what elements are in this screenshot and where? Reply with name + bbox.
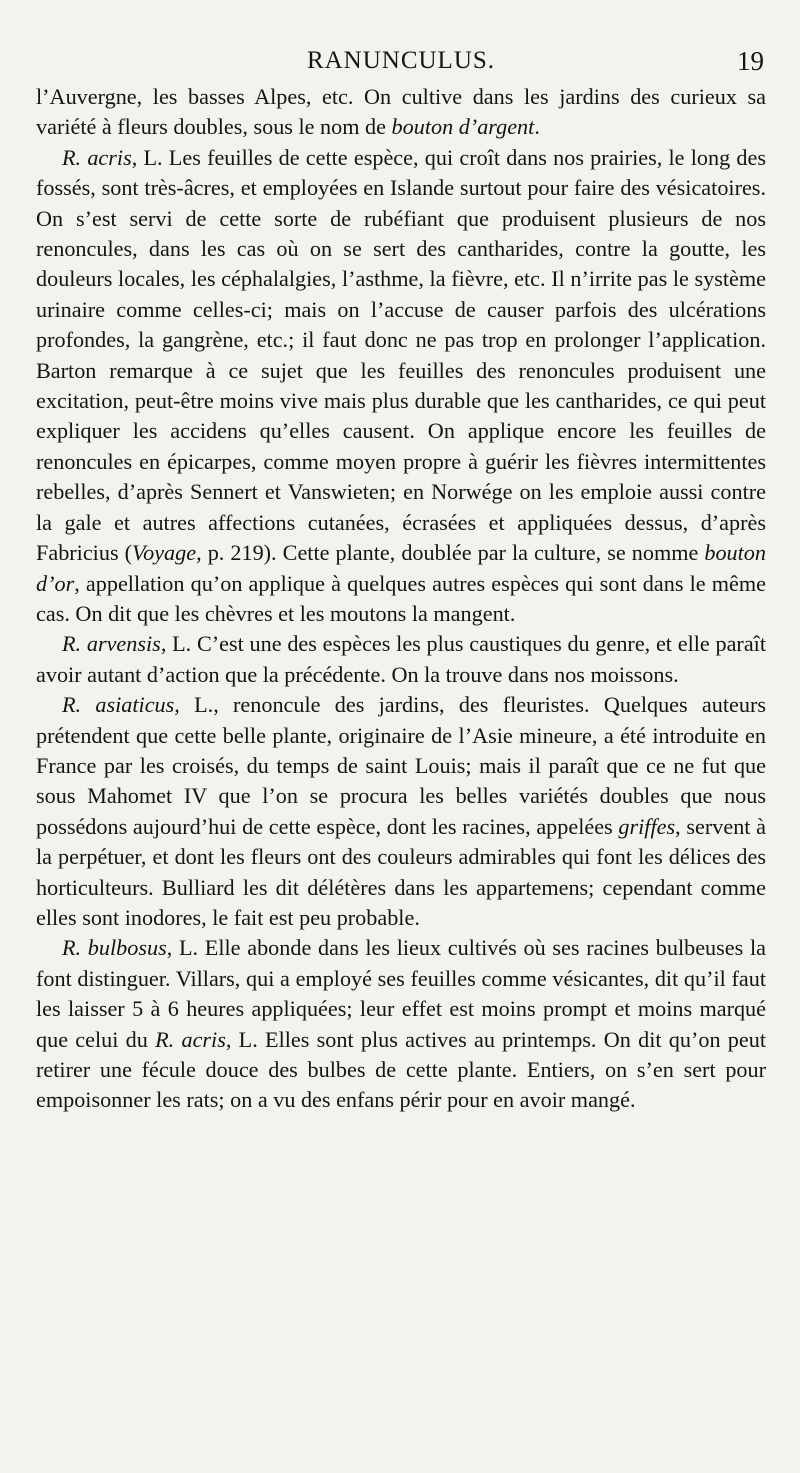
text-run: , L. Elle abonde dans les lieux cultivés où ses racines bulbeuses la font distinguer. Villars, qui a employé ses feuilles comme vésicantes, dit qu’il faut les laisser 5 à 6 heures appliquées; leur effet est moins prompt et moins marqué que celui du [36, 935, 766, 1052]
italic-run: bouton d’or [36, 540, 766, 596]
text-run: , servent à la perpétuer, et dont les fleurs ont des couleurs admirables qui font les délices des horticulteurs. Bulliard les dit délétères dans les appartemens; cependant comme elles sont inodores, le fait est peu probable. [36, 813, 766, 930]
italic-run: griffes [618, 813, 676, 839]
italic-run: Voyage [132, 540, 197, 566]
body-text [36, 82, 766, 1116]
text-run: . [534, 114, 540, 140]
text-run: , appellation qu’on applique à quelques autres espèces qui sont dans le même cas. On dit que les chèvres et les moutons la mangent. [36, 570, 766, 626]
italic-run: R. asiaticus [62, 692, 175, 718]
paragraph [36, 82, 766, 143]
paragraph [36, 629, 766, 690]
italic-run: R. bulbosus [62, 935, 167, 961]
text-run: , L., renoncule des jardins, des fleuristes. Quelques auteurs prétendent que cette belle plante, originaire de l’Asie mineure, a été introduite en France par les croisés, du temps de saint Louis; mais il paraît que ce ne fut que sous Mahomet IV que l’on se procura les belles variétés doubles que nous possédons aujourd’hui de cette espèce, dont les racines, appelées [36, 692, 767, 839]
text-run: , p. 219). Cette plante, doublée par la culture, se nomme [196, 540, 705, 566]
italic-run: bouton d’argent [391, 114, 535, 140]
italic-run: R. acris [62, 144, 132, 170]
italic-run: R. arvensis [62, 631, 161, 657]
paragraph [36, 933, 766, 1115]
page-number: 19 [737, 46, 764, 76]
text-run: , L. C’est une des espèces les plus caustiques du genre, et elle paraît avoir autant d’action que la précédente. On la trouve dans nos moissons. [36, 631, 767, 687]
paragraph [36, 690, 766, 933]
running-head [36, 44, 766, 80]
text-run: , L. Elles sont plus actives au printemps. On dit qu’on peut retirer une fécule douce des bulbes de cette plante. Entiers, on s’en sert pour empoisonner les rats; on a vu des enfans périr pour en avoir mangé. [36, 1026, 766, 1113]
paragraph [36, 143, 766, 630]
text-run: l’Auvergne, les basses Alpes, etc. On cultive dans les jardins des curieux sa variété à fleurs doubles, sous le nom de [36, 84, 766, 140]
running-title: RANUNCULUS. [306, 47, 496, 74]
text-run: , L. Les feuilles de cette espèce, qui croît dans nos prairies, le long des fossés, sont très-âcres, et employées en Islande surtout pour faire des vésicatoires. On s’est servi de cette sorte de rubéfiant que produisent plusieurs de nos renoncules, dans les cas où on se sert des cantharides, contre la goutte, les douleurs locales, les céphalalgies, l’asthme, la fièvre, etc. Il n’irrite pas le système urinaire comme celles-ci; mais on l’accuse de causer parfois des ulcérations profondes, la gangrène, etc.; il faut donc ne pas trop en prolonger l’application. Barton remarque à ce sujet que les feuilles des renoncules produisent une excitation, peut-être moins vive mais plus durable que les cantharides, ce qui peut expliquer les accidens qu’elles causent. On applique encore les feuilles de renoncules en épicarpes, comme moyen propre à guérir les fièvres intermittentes rebelles, d’après Sennert et Vanswieten; en Norwége on les emploie aussi contre la gale et autres affections cutanées, écrasées et appliquées dessus, d’après Fabricius ( [36, 144, 766, 566]
italic-run: R. acris [155, 1026, 226, 1052]
